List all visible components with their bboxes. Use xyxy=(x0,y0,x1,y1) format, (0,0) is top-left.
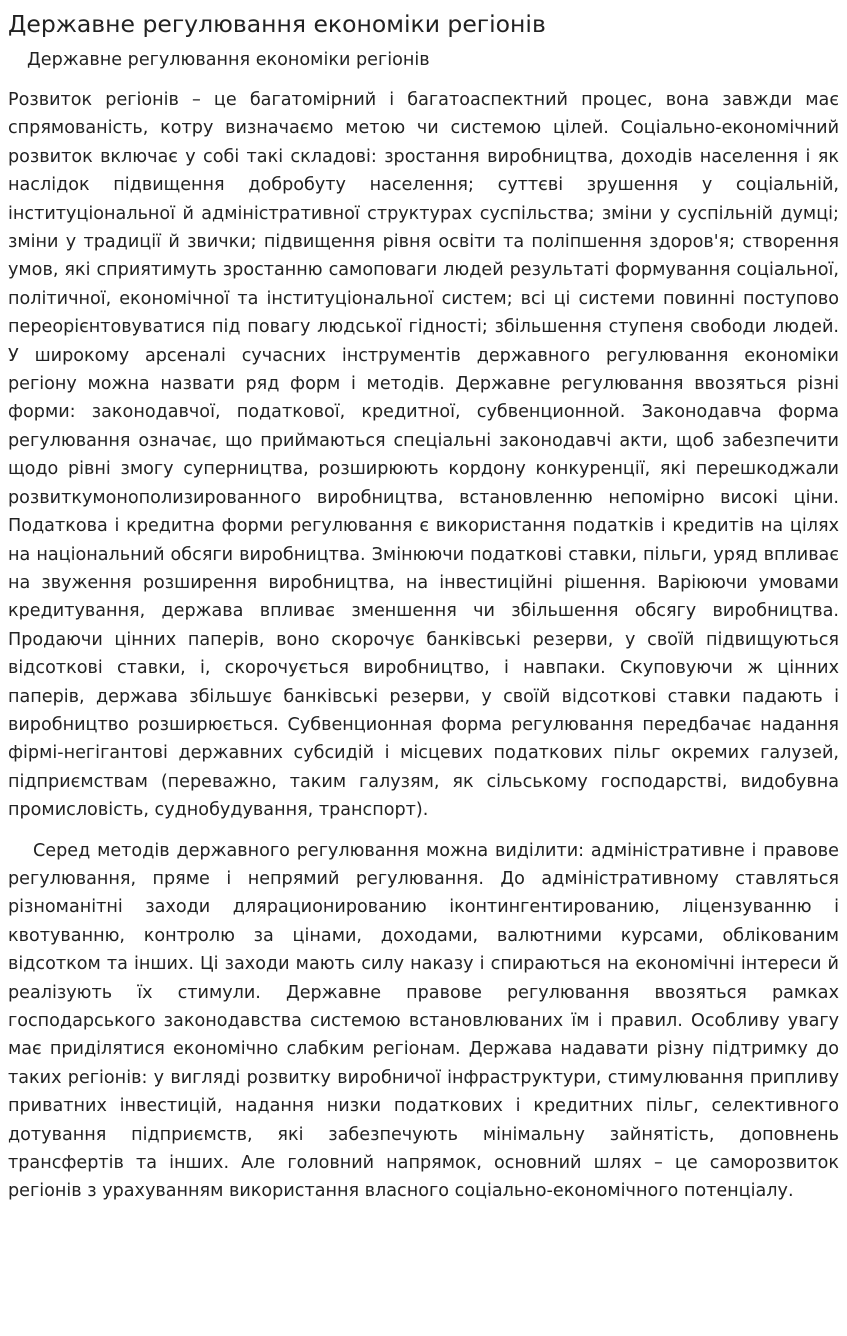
page-subtitle: Державне регулювання економіки регіонів xyxy=(27,50,430,70)
body-paragraph-2: Серед методів державного регулювання можна виділити: адміністративне і правове регулювання, пряме і непрямий регулювання. До адміністративному ставляться різноманітні заходи длярационированию іконтингентированию, ліцензуванню і квотуванню, контролю за цінами, доходами, валютними курсами, облікованим відсотком та інших. Ці заходи мають силу наказу і спираються на економічні інтереси й реалізують їх стимули. Державне правове регулювання ввозяться рамках господарського законодавства системою встановлюваних їм і правил. Особливу увагу має приділятися економічно слабким регіонам. Держава надавати різну підтримку до таких регіонів: у вигляді розвитку виробничої інфраструктури, стимулювання припливу приватних інвестицій, надання низки податкових і кредитних пільг, селективного дотування підприємств, які забезпечують мінімальну зайнятість, доповнень трансфертів та інших. Але головний напрямок, основний шлях – це саморозвиток регіонів з урахуванням використання власного соціально-економічного потенціалу. xyxy=(8,840,839,1202)
page-title: Державне регулювання економіки регіонів xyxy=(8,10,546,38)
body-paragraph-1: Розвиток регіонів – це багатомірний і багатоаспектний процес, вона завжди має спрямованість, котру визначаємо метою чи системою цілей. Соціально-економічний розвиток включає у собі такі складові: зростання виробництва, доходів населення і як наслідок підвищення добробуту населення; суттєві зрушення у соціальній, інституціональної й адміністративної структурах суспільства; зміни у суспільній думці; зміни у традиції й звички; підвищення рівня освіти та поліпшення здоров'я; створення умов, які сприятимуть зростанню самоповаги людей результаті формування соціальної, політичної, економічної та інституціональної систем; всі ці системи повинні поступово переорієнтовуватися під повагу людської гідності; збільшення ступеня свободи людей. У широкому арсеналі сучасних інструментів державного регулювання економіки регіону можна назвати ряд форм і методів. Державне регулювання ввозяться різні форми: законодавчої, податкової, кредитної, субвенционной. Законодавча форма регулювання означає, що приймаються спеціальні законодавчі акти, щоб забезпечити щодо рівні змогу суперництва, розширюють кордону конкуренції, які перешкоджали розвиткумонополизированного виробництва, встановленню непомірно високі ціни. Податкова і кредитна форми регулювання є використання податків і кредитів на цілях на національний обсяги виробництва. Змінюючи податкові ставки, пільги, уряд впливає на звуження розширення виробництва, на інвестиційні рішення. Варіюючи умовами кредитування, держава впливає зменшення чи збільшення обсягу виробництва. Продаючи цінних паперів, воно скорочує банківські резерви, у своїй підвищуються відсоткові ставки, і, скорочується виробництво, і навпаки. Скуповуючи ж цінних паперів, держава збільшує банківські резерви, у своїй відсоткові ставки падають і виробництво розширюється. Субвенционная форма регулювання передбачає надання фірмі-негігантові державних субсидій і місцевих податкових пільг окремих галузей, підприємствам (переважно, таким галузям, як сільському господарстві, видобувна промисловість, суднобудування, транспорт). xyxy=(8,90,839,821)
